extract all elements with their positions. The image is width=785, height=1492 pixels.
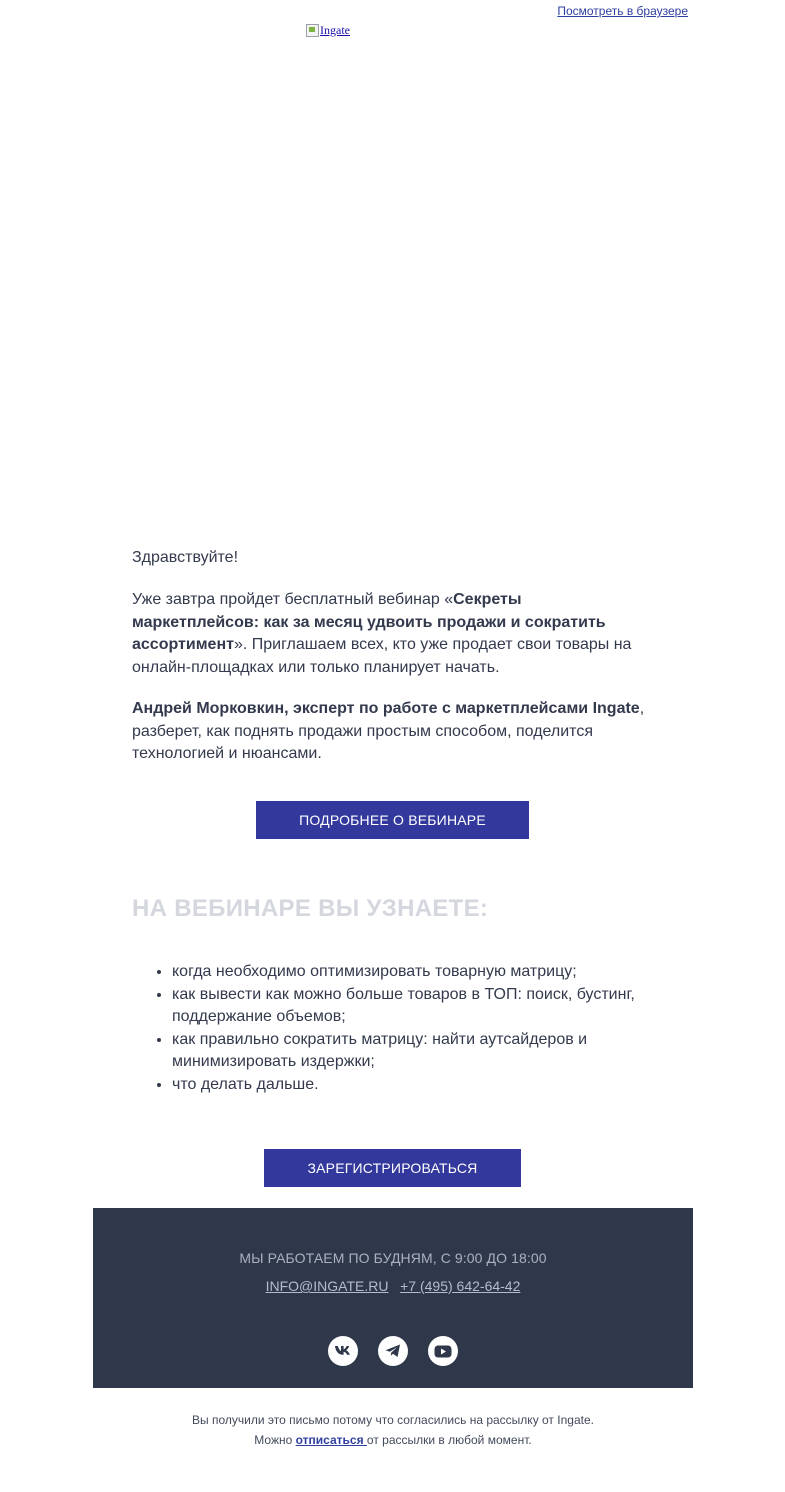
list-item: • что делать дальше. [172, 1074, 687, 1097]
webinar-title: Секреты маркетплейсов: как за месяц удвоить продажи и сократить ассортимент [132, 591, 606, 653]
youtube-icon[interactable] [428, 1336, 458, 1366]
disclaimer-text: от рассылки в любой момент. [366, 1433, 532, 1447]
speaker-name: Андрей Морковкин, эксперт по работе с маркетплейсами Ingate [132, 700, 640, 717]
footer [93, 1208, 693, 1388]
social-links [93, 1336, 693, 1366]
disclaimer-text: Можно [254, 1433, 296, 1447]
logo-alt-text: Ingate [320, 22, 350, 37]
telegram-glyph [384, 1343, 402, 1359]
footer-contacts [93, 1278, 693, 1294]
intro-text-2: ». Приглашаем всех, кто уже продает свои товары на онлайн-площадках или только планирует начать. [132, 636, 632, 676]
list-item: • как вывести как можно больше товаров в ТОП: поиск, бустинг, поддержание объемов; [172, 984, 687, 1029]
list-item: • как правильно сократить матрицу: найти аутсайдеров и минимизировать издержки; [172, 1029, 687, 1074]
unsubscribe-link[interactable]: отписаться [295, 1433, 367, 1447]
working-hours: МЫ РАБОТАЕМ ПО БУДНЯМ, С 9:00 ДО 18:00 [239, 1250, 547, 1266]
email-link[interactable]: INFO@INGATE.RU [265, 1278, 389, 1294]
greeting-text: Здравствуйте! [132, 549, 239, 566]
intro-paragraph-text [132, 589, 652, 679]
vk-glyph [334, 1345, 352, 1357]
greeting [132, 547, 652, 570]
speaker-text: , разберет, как поднять продажи простым способом, поделится технологией и нюансами. [132, 700, 645, 762]
phone-link[interactable]: +7 (495) 642-64-42 [400, 1278, 521, 1294]
register-button[interactable]: ЗАРЕГИСТРИРОВАТЬСЯ [264, 1149, 521, 1187]
benefits-heading: НА ВЕБИНАРЕ ВЫ УЗНАЕТЕ: [132, 895, 489, 922]
disclaimer [93, 1410, 693, 1450]
benefits-list [132, 961, 687, 1096]
speaker-paragraph [132, 698, 652, 766]
webinar-details-button[interactable]: ПОДРОБНЕЕ О ВЕБИНАРЕ [256, 801, 529, 839]
youtube-glyph [434, 1345, 452, 1358]
ingate-logo[interactable] [305, 22, 365, 38]
intro-paragraph [132, 589, 652, 679]
vk-icon[interactable] [328, 1336, 358, 1366]
disclaimer-line-2 [93, 1430, 693, 1450]
broken-image-icon [305, 23, 319, 37]
intro-text-1: Уже завтра пройдет бесплатный вебинар « [132, 591, 454, 608]
speaker-paragraph-text [132, 698, 652, 766]
telegram-icon[interactable] [378, 1336, 408, 1366]
list-item: • когда необходимо оптимизировать товарную матрицу; [172, 961, 687, 984]
view-in-browser-link[interactable]: Посмотреть в браузере [557, 4, 688, 18]
disclaimer-line-1: Вы получили это письмо потому что согласились на рассылку от Ingate. [192, 1413, 594, 1427]
